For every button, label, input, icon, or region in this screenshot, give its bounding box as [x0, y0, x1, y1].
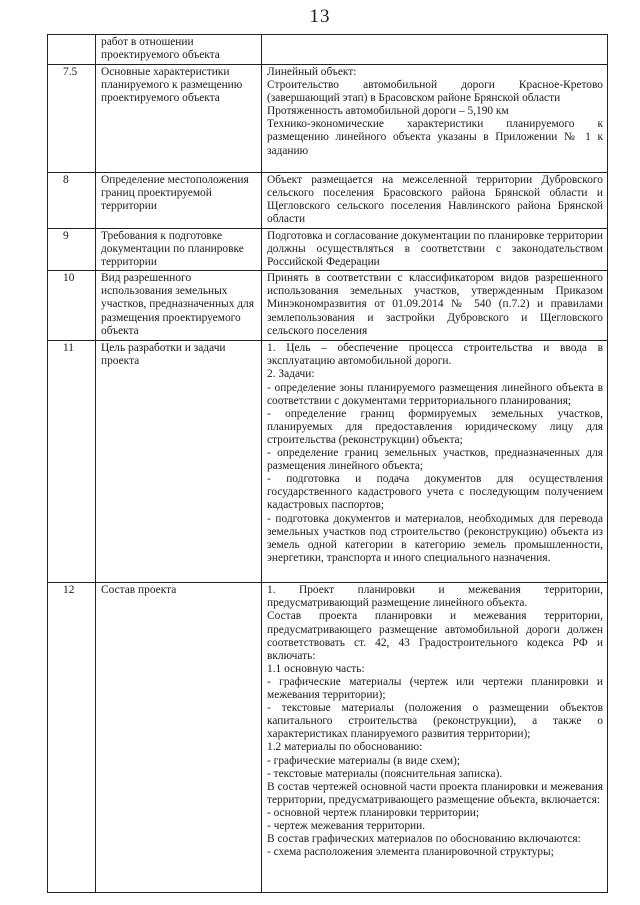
description-paragraph: Строительство автомобильной дороги Красное-Кретово (завершающий этап) в Брасовском районе Брянской области — [267, 79, 603, 105]
table-row — [48, 583, 608, 893]
description-paragraph: Линейный объект: — [267, 66, 357, 78]
specification-table — [47, 34, 608, 893]
page-number: 13 — [309, 6, 331, 27]
row-number: 9 — [48, 229, 96, 271]
row-number: 12 — [48, 583, 96, 893]
description-paragraph: - подготовка и подача документов для осуществления государственного кадастрового учета с последующим получением кадастровых паспортов; — [267, 473, 603, 512]
description-paragraph: - текстовые материалы (пояснительная записка). — [267, 767, 503, 780]
description-paragraph: В состав графических материалов по обоснованию включаются: — [267, 833, 581, 846]
description-paragraph: - подготовка документов и материалов, необходимых для перевода земельных участков под строительство (реконструкцию) объекта из земель одной категории в категорию земель промышленности, энергетики, транспорта и иного специального назначения. — [267, 512, 603, 564]
description-paragraph: Подготовка и согласование документации по планировке территории должны осуществляться в соответствии с законодательством Российской Федерации — [267, 230, 603, 269]
row-number: 8 — [48, 173, 96, 229]
row-description — [262, 583, 608, 893]
description-paragraph: 1.2 материалы по обоснованию: — [267, 741, 423, 754]
description-paragraph: В состав чертежей основной части проекта планировки и межевания территории, предусматривающего размещение объекта, включается: — [267, 780, 603, 806]
row-name: Требования к подготовке документации по планировке территории — [96, 229, 262, 271]
row-description — [262, 65, 608, 173]
description-paragraph: - текстовые материалы (положения о размещении объектов капитального строительства (реконструкции), а также о характеристиках планируемого развития территории); — [267, 702, 603, 741]
table-row — [48, 35, 608, 65]
description-paragraph: Объект размещается на межселенной территории Дубровского сельского поселения Брасовского района Брянской области и Щегловского сельского поселения Навлинского района Брянской области — [267, 174, 603, 226]
row-description — [262, 173, 608, 229]
table-row — [48, 173, 608, 229]
row-number: 10 — [48, 271, 96, 341]
row-name: Вид разрешенного использования земельных участков, предназначенных для размещения проектируемого объекта — [96, 271, 262, 341]
table-row — [48, 341, 608, 583]
description-paragraph: Состав проекта планировки и межевания территории, предусматривающего размещение автомобильной дороги должен соответствовать ст. 42, 43 Градостроительного кодекса РФ и включать: — [267, 610, 603, 662]
row-description — [262, 341, 608, 583]
description-paragraph: Протяженность автомобильной дороги – 5,190 км — [267, 105, 509, 118]
row-name: работ в отношении проектируемого объекта — [96, 35, 262, 65]
table-row — [48, 271, 608, 341]
row-number: 11 — [48, 341, 96, 583]
row-name: Состав проекта — [96, 583, 262, 893]
description-paragraph: - определение границ формируемых земельных участков, планируемых для предоставления юридическому лицу для строительства (реконструкции) объекта; — [267, 407, 603, 446]
description-paragraph: - определение зоны планируемого размещения линейного объекта в соответствии с документами территориального планирования; — [267, 381, 603, 407]
description-paragraph: Принять в соответствии с классификатором видов разрешенного использования земельных участков, утвержденным Приказом Минэкономразвития от 01.09.2014 № 540 (п.7.2) и правилами землепользования и застройки Дубровского и Щегловского сельского поселения — [267, 272, 603, 337]
row-name: Определение местоположения границ проектируемой территории — [96, 173, 262, 229]
table-row — [48, 65, 608, 173]
description-paragraph: 1. Проект планировки и межевания территории, предусматривающий размещение линейного объекта. — [267, 584, 603, 610]
description-paragraph: - графические материалы (чертеж или чертежи планировки и межевания территории); — [267, 675, 603, 702]
row-description — [262, 271, 608, 341]
row-description — [262, 229, 608, 271]
row-name: Основные характеристики планируемого к размещению проектируемого объекта — [96, 65, 262, 173]
description-paragraph: - основной чертеж планировки территории; — [267, 806, 480, 819]
description-paragraph: Технико-экономические характеристики планируемого к размещению линейного объекта указаны в Приложении № 1 к заданию — [267, 118, 603, 157]
description-paragraph: - графические материалы (в виде схем); — [267, 754, 460, 767]
description-paragraph: 1. Цель – обеспечение процесса строительства и ввода в эксплуатацию автомобильной дороги. — [267, 342, 603, 368]
row-number: 7.5 — [48, 65, 96, 173]
row-name: Цель разработки и задачи проекта — [96, 341, 262, 583]
row-description — [262, 35, 608, 65]
description-paragraph: - чертеж межевания территории. — [267, 819, 426, 832]
table-row — [48, 229, 608, 271]
description-paragraph: - схема расположения элемента планировочной структуры; — [267, 846, 554, 859]
description-paragraph: 2. Задачи: — [267, 368, 315, 381]
row-number — [48, 35, 96, 65]
description-paragraph: 1.1 основную часть: — [267, 662, 365, 675]
description-paragraph: - определение границ земельных участков, предназначенных для размещения линейного объекта; — [267, 447, 603, 473]
